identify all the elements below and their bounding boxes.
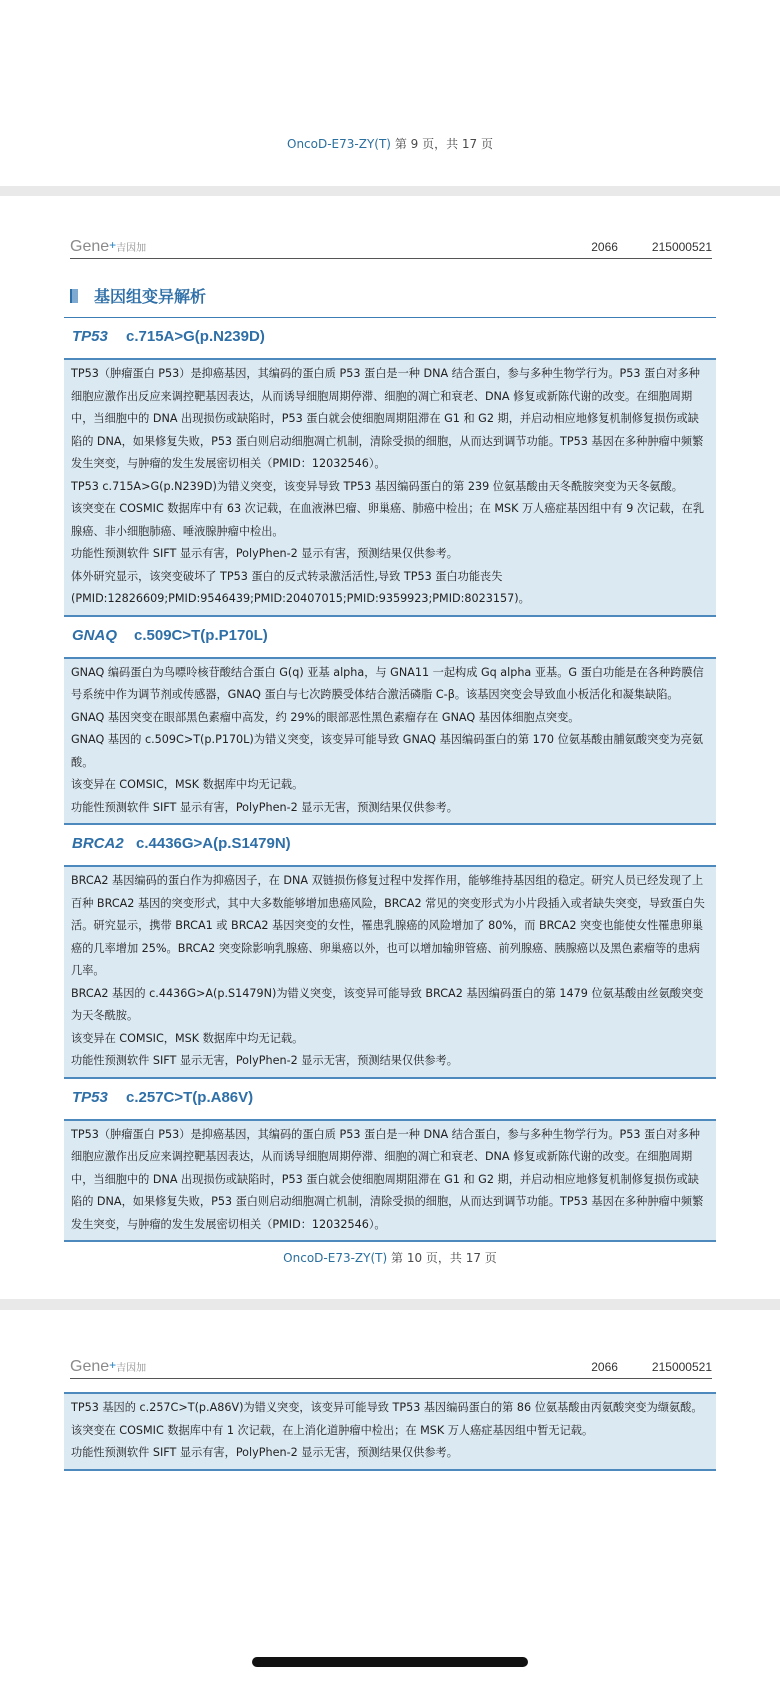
gene-paragraph: TP53 基因的 c.257C>T(p.A86V)为错义突变，该变异可能导致 TP53 基因编码蛋白的第 86 位氨基酸由丙氨酸突变为缬氨酸。 (71, 1401, 703, 1414)
page-footer (0, 135, 780, 152)
footer-page-number: 第 9 页，共 17 页 (394, 137, 493, 151)
page-header (70, 236, 712, 259)
home-indicator[interactable] (252, 1657, 528, 1667)
header-id-2: 215000521 (651, 240, 712, 254)
header-id-2: 215000521 (651, 1360, 712, 1374)
section-bar-icon (70, 289, 78, 303)
gene-block (64, 318, 716, 617)
gene-mutation: c.509C>T(p.P170L) (134, 626, 268, 644)
gene-heading (64, 617, 716, 657)
footer-doc-code: OncoD-E73-ZY(T) (287, 137, 391, 151)
gene-block (64, 1079, 716, 1243)
gene-paragraph: 该突变在 COSMIC 数据库中有 63 次记载，在血液淋巴瘤、卵巢癌、肺癌中检出；在 MSK 万人癌症基因组中有 9 次记载，在乳腺癌、非小细胞肺癌、唾液腺肿瘤中检出。 (71, 502, 705, 538)
footer-doc-code: OncoD-E73-ZY(T) (283, 1251, 388, 1265)
footer-page-number: 第 10 页，共 17 页 (391, 1251, 497, 1265)
gene-paragraph: BRCA2 基因的 c.4436G>A(p.S1479N)为错义突变，该变异可能导致 BRCA2 基因编码蛋白的第 1479 位氨基酸由丝氨酸突变为天冬酰胺。 (71, 986, 704, 1022)
page-10 (0, 196, 780, 1299)
gene-heading (64, 318, 716, 358)
gene-mutation: c.715A>G(p.N239D) (126, 328, 265, 345)
gene-description (64, 358, 716, 617)
gene-name: GNAQ (72, 626, 117, 644)
header-ids (591, 1360, 712, 1374)
gene-heading (64, 825, 716, 865)
gene-paragraph: BRCA2 基因编码的蛋白作为抑癌因子，在 DNA 双链损伤修复过程中发挥作用，能够维持基因组的稳定。研究人员已经发现了上百种 BRCA2 基因的突变形式，其中大多数能够增加患癌风险，BRCA2 常见的突变形式为小片段插入或者缺失突变，导致蛋白失活。研究显示，携带 BRCA1 或 BRCA2 基因突变的女性，罹患乳腺癌的风险增加了 80%，而 BRCA2 突变也能使女性罹患卵巢癌的几率增加 25%。BRCA2 突变除影响乳腺癌、卵巢癌以外，也可以增加输卵管癌、前列腺癌、胰腺癌以及黑色素瘤等的患病几率。 (71, 874, 705, 977)
gene-paragraph: 功能性预测软件 SIFT 显示无害，PolyPhen-2 显示无害，预测结果仅供参考。 (71, 1054, 458, 1067)
logo-plus: + (109, 238, 117, 252)
gene-description (64, 865, 716, 1079)
gene-paragraph: 该变异在 COMSIC，MSK 数据库中均无记载。 (71, 1031, 304, 1045)
gene-paragraph: TP53（肿瘤蛋白 P53）是抑癌基因，其编码的蛋白质 P53 蛋白是一种 DNA 结合蛋白，参与多种生物学行为。P53 蛋白对多种细胞应激作出反应来调控靶基因表达，从而诱导细胞周期停滞、细胞的凋亡和衰老、DNA 修复或新陈代谢的改变。在细胞周期中，当细胞中的 DNA 出现损伤或缺陷时，P53 蛋白就会使细胞周期阻滞在 G1 和 G2 期，并启动相应地修复机制修复损伤或缺陷的 DNA，如果修复失败，P53 蛋白则启动细胞凋亡机制，清除受损的细胞，从而达到调节功能。TP53 基因在多种肿瘤中频繁发生突变，与肿瘤的发生发展密切相关（PMID：12032546）。 (71, 367, 704, 470)
gene-description (64, 1119, 716, 1243)
page-footer (0, 1249, 780, 1266)
section-title (70, 284, 206, 307)
header-ids (591, 240, 712, 254)
logo-cn: 吉因加 (116, 1363, 147, 1374)
gene-paragraph: 功能性预测软件 SIFT 显示有害，PolyPhen-2 显示无害，预测结果仅供参考。 (71, 800, 458, 814)
section-title-text: 基因组变异解析 (94, 287, 207, 306)
page-header (70, 1356, 712, 1379)
gene-block (64, 825, 716, 1079)
header-id-1: 2066 (591, 1360, 618, 1374)
logo-cn: 吉因加 (116, 243, 147, 254)
gene-plus-logo (70, 238, 146, 256)
gene-name: BRCA2 (72, 835, 124, 852)
logo-plus: + (109, 1358, 117, 1372)
gene-block (64, 617, 716, 826)
gene-paragraph: 该变异在 COMSIC，MSK 数据库中均无记载。 (71, 778, 304, 791)
gene-paragraph: GNAQ 基因的 c.509C>T(p.P170L)为错义突变，该变异可能导致 GNAQ 基因编码蛋白的第 170 位氨基酸由脯氨酸突变为亮氨酸。 (71, 733, 704, 769)
page-11 (0, 1310, 780, 1688)
gene-paragraph: 该突变在 COSMIC 数据库中有 1 次记载，在上消化道肿瘤中检出；在 MSK 万人癌症基因组中暂无记载。 (71, 1423, 594, 1437)
gene-paragraph: TP53 c.715A>G(p.N239D)为错义突变，该变异导致 TP53 基因编码蛋白的第 239 位氨基酸由天冬酰胺突变为天冬氨酸。 (71, 479, 683, 493)
gene-description-continued (64, 1392, 716, 1471)
gene-paragraph: 体外研究显示，该突变破坏了 TP53 蛋白的反式转录激活活性,导致 TP53 蛋白功能丧失(PMID:12826609;PMID:9546439;PMID:20407015;PMID:9359923;PMID:8023157)。 (71, 569, 530, 605)
gene-name: TP53 (72, 1088, 108, 1106)
gene-plus-logo (70, 1358, 146, 1376)
gene-description (64, 657, 716, 826)
gene-paragraph: TP53（肿瘤蛋白 P53）是抑癌基因，其编码的蛋白质 P53 蛋白是一种 DNA 结合蛋白，参与多种生物学行为。P53 蛋白对多种细胞应激作出反应来调控靶基因表达，从而诱导细胞周期停滞、细胞的凋亡和衰老、DNA 修复或新陈代谢的改变。在细胞周期中，当细胞中的 DNA 出现损伤或缺陷时，P53 蛋白就会使细胞周期阻滞在 G1 和 G2 期，并启动相应地修复机制修复损伤或缺陷的 DNA，如果修复失败，P53 蛋白则启动细胞凋亡机制，清除受损的细胞，从而达到调节功能。TP53 基因在多种肿瘤中频繁发生突变，与肿瘤的发生发展密切相关（PMID：12032546）。 (71, 1127, 704, 1231)
gene-paragraph: 功能性预测软件 SIFT 显示有害，PolyPhen-2 显示无害，预测结果仅供参考。 (71, 1446, 458, 1459)
gene-list (64, 318, 716, 1242)
gene-heading (64, 1079, 716, 1119)
header-id-1: 2066 (591, 240, 618, 254)
gene-paragraph: GNAQ 编码蛋白为鸟嘌呤核苷酸结合蛋白 G(q) 亚基 alpha，与 GNA11 一起构成 Gq alpha 亚基。G 蛋白功能是在各种跨膜信号系统中作为调节剂或传感器，GNAQ 蛋白与七次跨膜受体结合激活磷脂 C-β。该基因突变会导致血小板活化和凝集缺陷。GNAQ 基因突变在眼部黑色素瘤中高发，约 29%的眼部恶性黑色素瘤存在 GNAQ 基因体细胞点突变。 (71, 665, 704, 724)
logo-text: Gene (70, 1358, 110, 1375)
gene-mutation: c.257C>T(p.A86V) (126, 1088, 254, 1106)
logo-text: Gene (70, 238, 110, 255)
gene-name: TP53 (72, 328, 108, 345)
gene-mutation: c.4436G>A(p.S1479N) (136, 835, 291, 852)
page-9 (0, 0, 780, 186)
gene-paragraph: 功能性预测软件 SIFT 显示有害，PolyPhen-2 显示有害，预测结果仅供参考。 (71, 547, 458, 560)
